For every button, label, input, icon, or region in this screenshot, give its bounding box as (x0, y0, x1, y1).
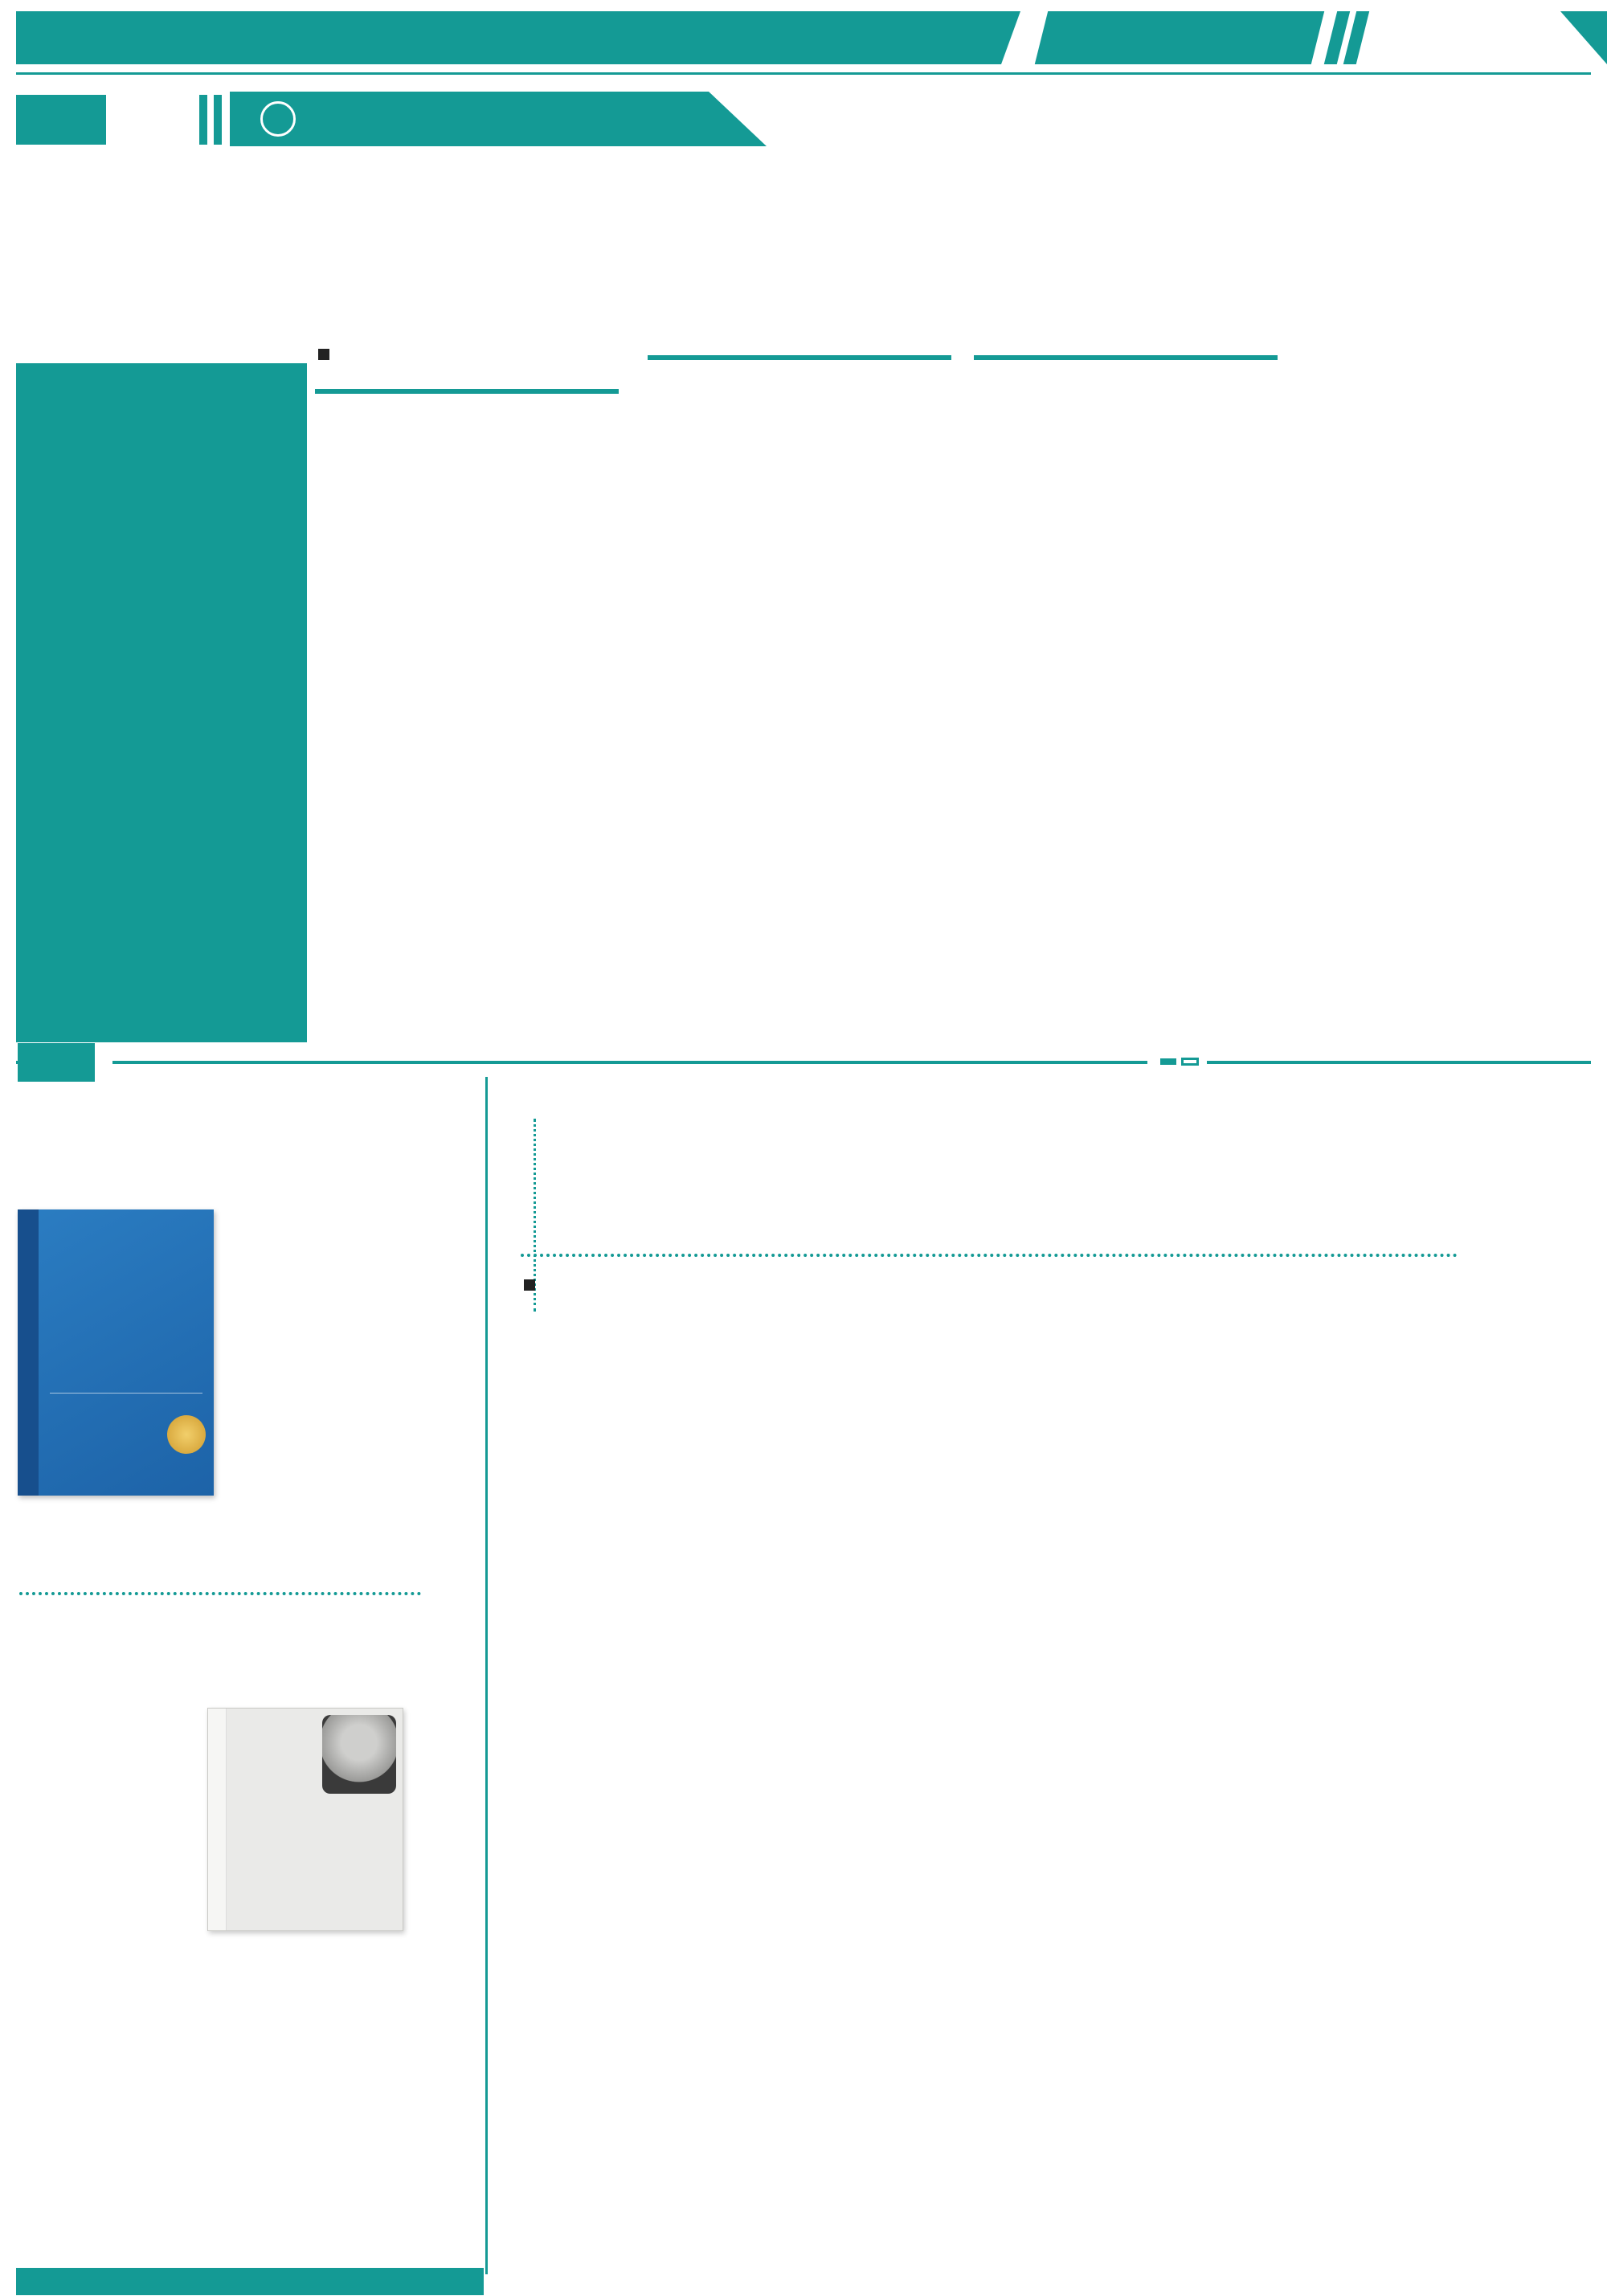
article1-col1 (315, 379, 619, 1043)
article1-col2 (648, 346, 951, 1043)
decor-bar (214, 95, 222, 145)
series-banner (230, 92, 767, 146)
article2-col2 (845, 1276, 1160, 2253)
article1-col3 (974, 346, 1278, 1043)
book1-spine (18, 1209, 39, 1496)
xinrui-section-logo (1147, 1042, 1207, 1082)
vertical-divider (485, 1077, 488, 2274)
nancy-fraser-photo (322, 1715, 396, 1794)
masthead-staff (521, 32, 543, 51)
cover-divider (50, 1393, 202, 1394)
article2-col3 (1178, 1276, 1461, 2208)
book2-spine (208, 1709, 227, 1930)
masthead-rule (16, 72, 1591, 75)
decor-bar (199, 95, 207, 145)
editor-note-box (16, 363, 307, 1042)
byline-marker (318, 349, 329, 360)
book2-desc-right (211, 1945, 402, 2065)
article1-subhead1 (315, 389, 619, 394)
series-issue-number (260, 101, 296, 137)
book2-cover (207, 1708, 403, 1931)
article2-col1 (521, 1310, 834, 2253)
book1-cover (18, 1209, 214, 1496)
special-tag-solid (16, 95, 106, 145)
weekly-banner-shape (1035, 11, 1324, 64)
books-dotted-divider (19, 1592, 421, 1595)
section-divider-rule (16, 1061, 1591, 1064)
article2-byline (524, 1275, 543, 1295)
bottom-bar (16, 2268, 484, 2295)
books-section-logo (18, 1043, 112, 1082)
article1-col4 (1300, 346, 1591, 1043)
corner-wedge (1560, 11, 1607, 64)
masthead-bar (16, 11, 1020, 64)
article1-subhead3 (974, 355, 1278, 360)
book2-desc-left (16, 1789, 194, 2253)
book1-desc (230, 1300, 402, 1503)
books-tag-solid (18, 1043, 95, 1082)
article1-byline (318, 344, 337, 365)
tip-dotted-divider (521, 1254, 1458, 1257)
article1-subhead2 (648, 355, 951, 360)
byline-marker (524, 1279, 535, 1291)
xinrui-tag-solid (1160, 1058, 1176, 1065)
book1-edition-badge (163, 1411, 210, 1458)
reading-tip-text (562, 1112, 1456, 1242)
xinrui-tag-num (1181, 1058, 1199, 1066)
